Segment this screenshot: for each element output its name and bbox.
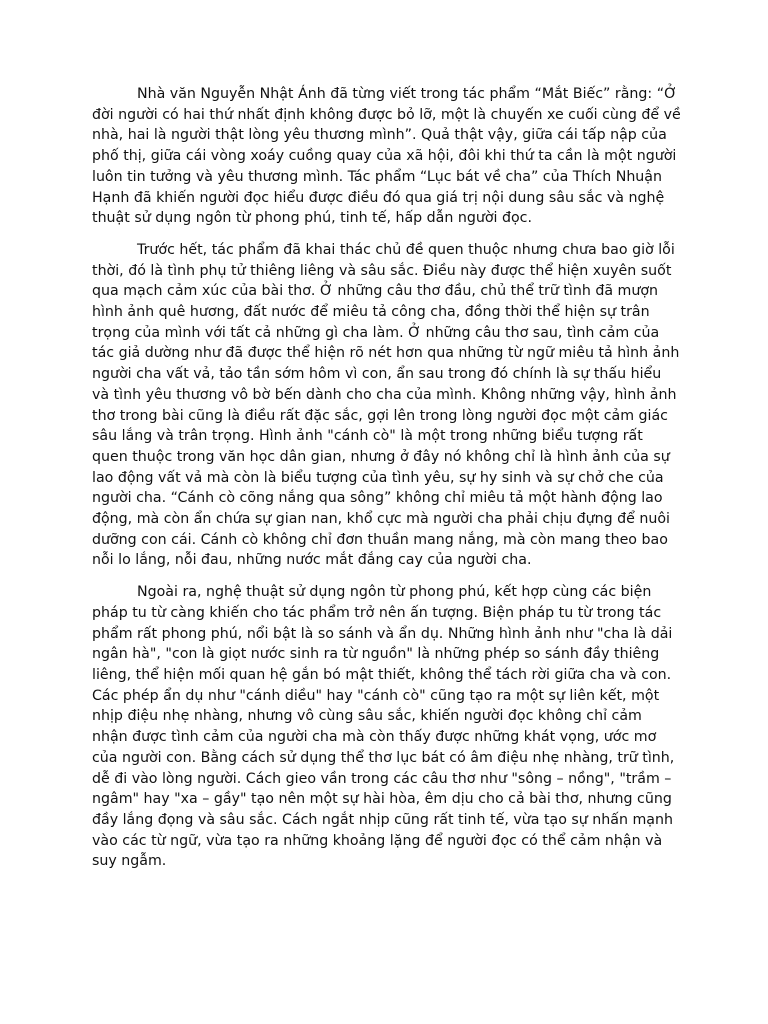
paragraph-content: Trước hết, tác phẩm đã khai thác chủ đề quen thuộc nhưng chưa bao giờ lỗi thời, đó là tình phụ tử thiêng liêng và sâu sắc. Điều này được thể hiện xuyên suốt qua mạch cảm xúc của bài thơ. Ở những câu thơ đầu, chủ thể trữ tình đã mượn hình ảnh quê hương, đất nước để miêu tả công cha, đồng thời thể hiện sự trân trọng của mình với tất cả những gì cha làm. Ở những câu thơ sau, tình cảm của tác giả dường như đã được thể hiện rõ nét hơn qua những từ ngữ miêu tả hình ảnh người cha vất vả, tảo tần sớm hôm vì con, ẩn sau trong đó chính là sự thấu hiểu và tình yêu thương vô bờ bến dành cho cha của mình. Không những vậy, hình ảnh thơ trong bài cũng là điều rất đặc sắc, gợi lên trong lòng người đọc một cảm giác sâu lắng và trân trọng. Hình ảnh "cánh cò" là một trong những biểu tượng rất quen thuộc trong văn học dân gian, nhưng ở đây nó không chỉ là hình ảnh của sự lao động vất vả mà còn là biểu tượng của tình yêu, sự hy sinh và sự chở che của người cha. “Cánh cò cõng nắng qua sông” không chỉ miêu tả một hành động lao động, mà còn ẩn chứa sự gian nan, khổ cực mà người cha phải chịu đựng để nuôi dưỡng con cái. Cánh cò không chỉ đơn thuần mang nắng, mà còn mang theo bao nỗi lo lắng, nỗi đau, những nước mắt đắng cay của người cha. bbox=[92, 241, 680, 569]
document-page bbox=[92, 84, 682, 883]
paragraph-art: Ngoài ra, nghệ thuật sử dụng ngôn từ phong phú, kết hợp cùng các biện pháp tu từ càng khiến cho tác phẩm trở nên ấn tượng. Biện pháp tu từ trong tác phẩm rất phong phú, nổi bật là so sánh và ẩn dụ. Những hình ảnh như "cha là dải ngân hà", "con là giọt nước sinh ra từ nguồn" là những phép so sánh đầy thiêng liêng, thể hiện mối quan hệ gắn bó mật thiết, không thể tách rời giữa cha và con. Các phép ẩn dụ như "cánh diều" hay "cánh cò" cũng tạo ra một sự liên kết, một nhịp điệu nhẹ nhàng, nhưng vô cùng sâu sắc, khiến người đọc không chỉ cảm nhận được tình cảm của người cha mà còn thấy được những khát vọng, ước mơ của người con. Bằng cách sử dụng thể thơ lục bát có âm điệu nhẹ nhàng, trữ tình, dễ đi vào lòng người. Cách gieo vần trong các câu thơ như "sông – nồng", "trầm – ngâm" hay "xa – gầy" tạo nên một sự hài hòa, êm dịu cho cả bài thơ, nhưng cũng đầy lắng đọng và sâu sắc. Cách ngắt nhịp cũng rất tinh tế, vừa tạo sự nhấn mạnh vào các từ ngữ, vừa tạo ra những khoảng lặng để người đọc có thể cảm nhận và suy ngẫm. bbox=[92, 584, 675, 870]
paragraph-intro: Nhà văn Nguyễn Nhật Ánh đã từng viết trong tác phẩm “Mắt Biếc” rằng: “Ở đời người có hai thứ nhất định không được bỏ lỡ, một là chuyến xe cuối cùng để về nhà, hai là người thật lòng yêu thương mình”. Quả thật vậy, giữa cái tấp nập của phố thị, giữa cái vòng xoáy cuồng quay của xã hội, đôi khi thứ ta cần là một người luôn tin tưởng và yêu thương mình. Tác phẩm “Lục bát về cha” của Thích Nhuận Hạnh đã khiến người đọc hiểu được điều đó qua giá trị nội dung sâu sắc và nghệ thuật sử dụng ngôn từ phong phú, tinh tế, hấp dẫn người đọc. bbox=[92, 86, 681, 227]
